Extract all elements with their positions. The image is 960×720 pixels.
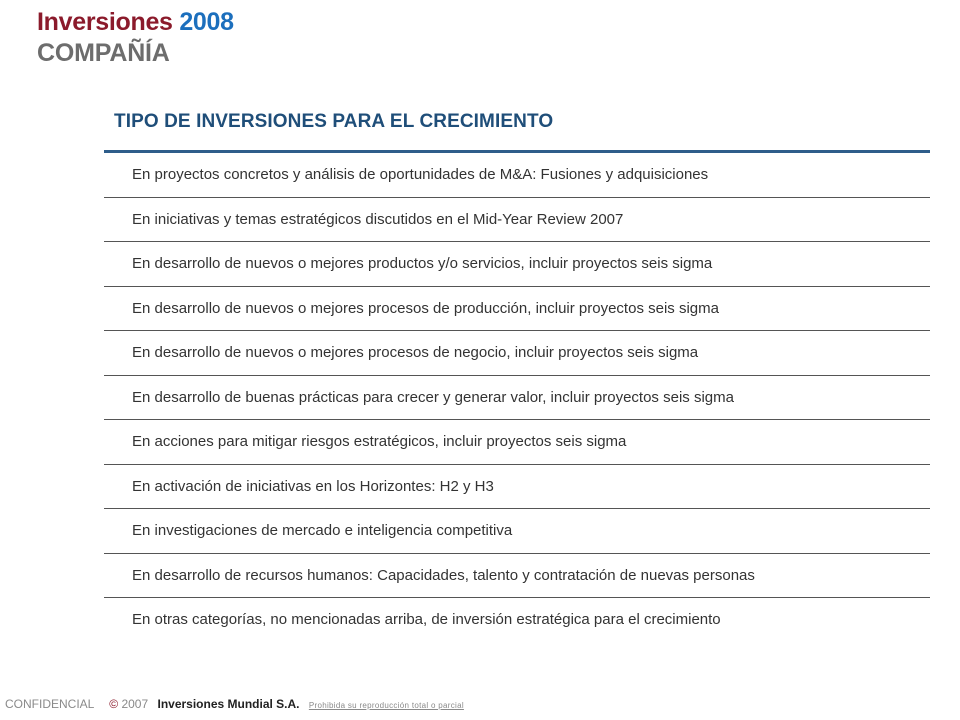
footer bbox=[5, 697, 464, 711]
list-item: En activación de iniciativas en los Horizontes: H2 y H3 bbox=[104, 465, 930, 510]
list-item: En otras categorías, no mencionadas arriba, de inversión estratégica para el crecimiento bbox=[132, 611, 721, 628]
section-heading: TIPO DE INVERSIONES PARA EL CRECIMIENTO bbox=[114, 111, 554, 132]
company-name: Inversiones Mundial S.A. bbox=[157, 697, 300, 711]
list-item: En iniciativas y temas estratégicos discutidos en el Mid-Year Review 2007 bbox=[104, 198, 930, 243]
page-title bbox=[37, 6, 234, 38]
list-item: En desarrollo de nuevos o mejores procesos de producción, incluir proyectos seis sigma bbox=[104, 287, 930, 332]
reproduction-notice: Prohibida su reproducción total o parcial bbox=[308, 701, 464, 710]
list-item: En desarrollo de buenas prácticas para crecer y generar valor, incluir proyectos seis sigma bbox=[104, 376, 930, 421]
investment-type-list bbox=[104, 150, 930, 643]
title-block bbox=[37, 6, 234, 68]
list-item: En desarrollo de recursos humanos: Capacidades, talento y contratación de nuevas personas bbox=[104, 554, 930, 599]
copyright-year: 2007 bbox=[121, 697, 149, 711]
title-year: 2008 bbox=[179, 8, 234, 36]
list-item: En proyectos concretos y análisis de oportunidades de M&A: Fusiones y adquisiciones bbox=[104, 153, 930, 198]
page-subtitle: COMPAÑÍA bbox=[37, 39, 170, 67]
copyright-symbol: © bbox=[109, 697, 119, 711]
title-word: Inversiones bbox=[37, 8, 173, 36]
list-item: En desarrollo de nuevos o mejores productos y/o servicios, incluir proyectos seis sigma bbox=[104, 242, 930, 287]
list-item: En desarrollo de nuevos o mejores procesos de negocio, incluir proyectos seis sigma bbox=[104, 331, 930, 376]
list-item: En investigaciones de mercado e inteligencia competitiva bbox=[104, 509, 930, 554]
confidential-label: CONFIDENCIAL bbox=[5, 697, 94, 711]
list-item: En acciones para mitigar riesgos estratégicos, incluir proyectos seis sigma bbox=[104, 420, 930, 465]
